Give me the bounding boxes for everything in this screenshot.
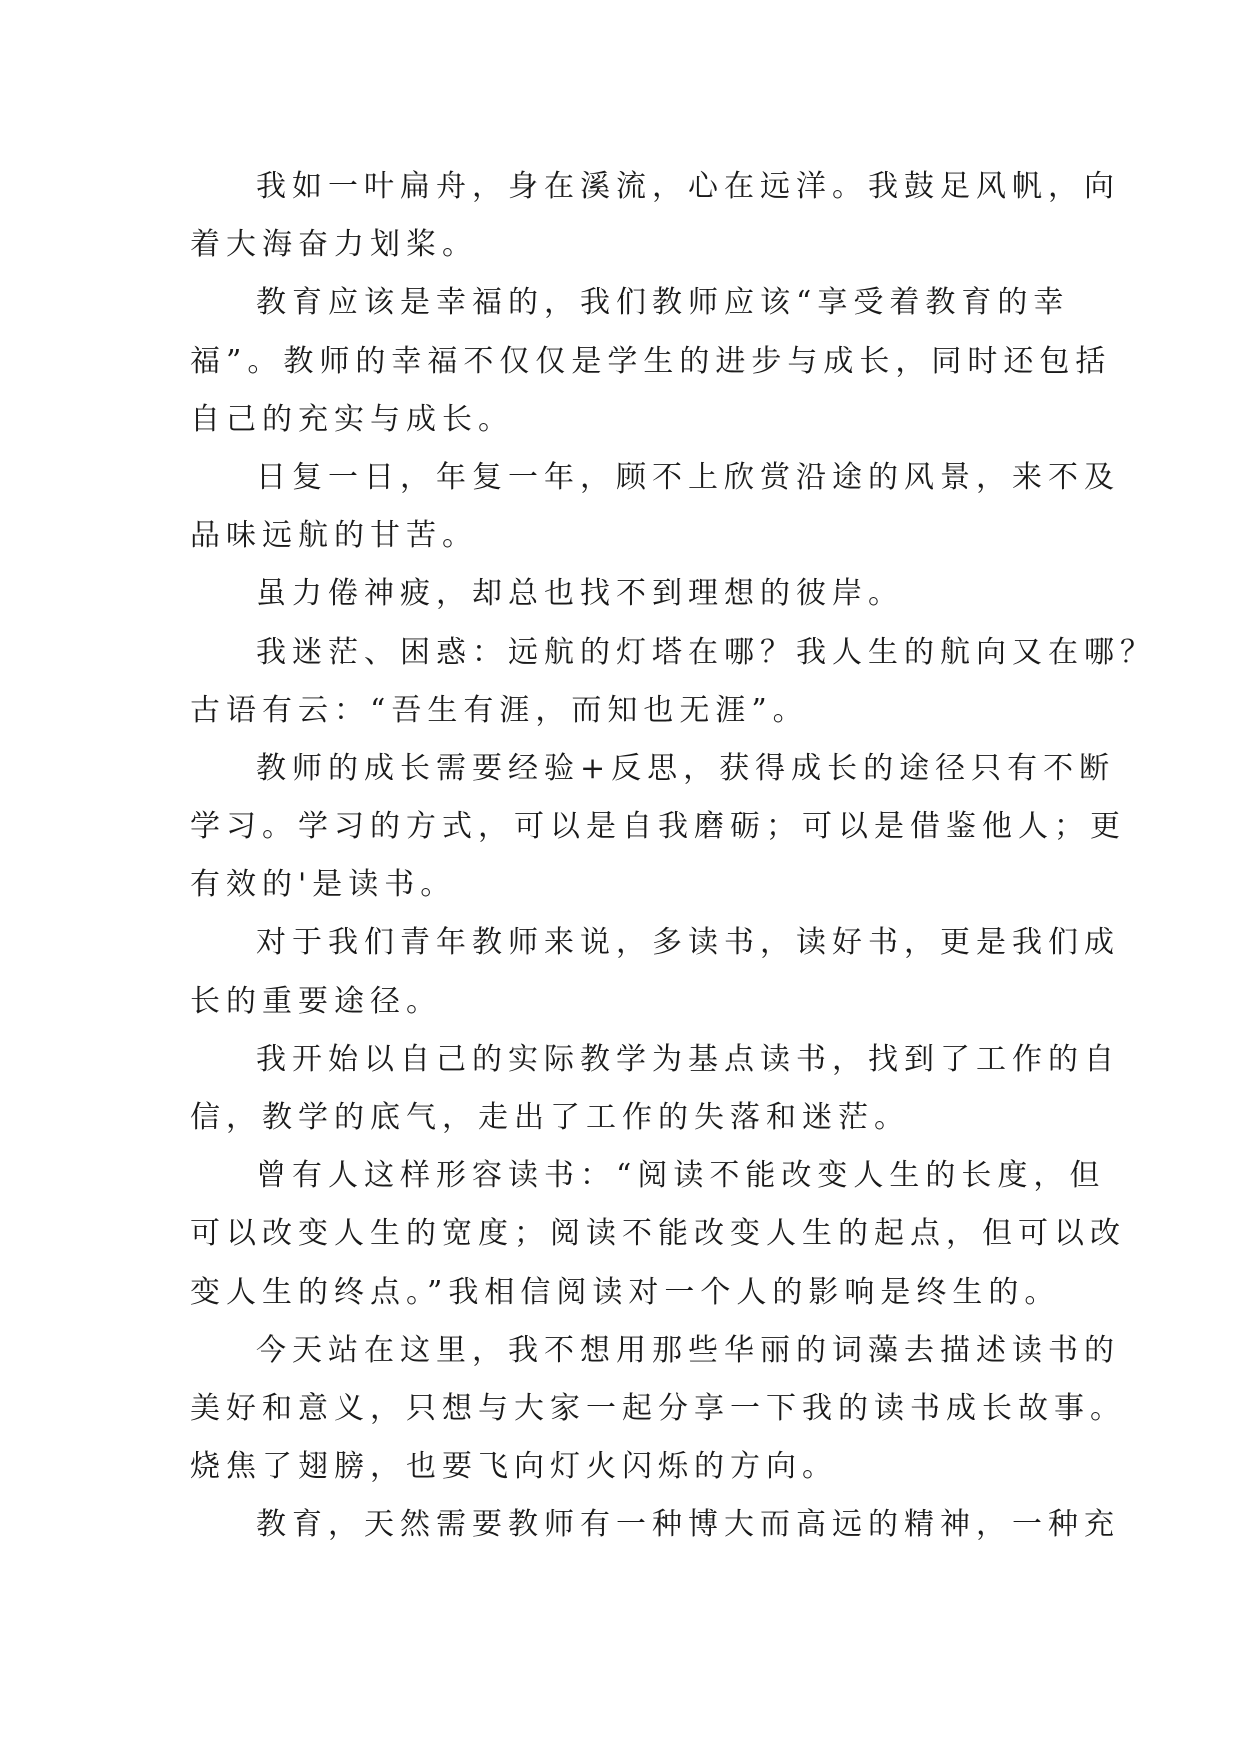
text-line: 学习。学习的方式，可以是自我磨砺；可以是借鉴他人；更 <box>190 809 1126 845</box>
paragraph-3 <box>190 449 1120 565</box>
paragraph-10 <box>190 1322 1126 1497</box>
text-line: 古语有云：“吾生有涯，而知也无涯”。 <box>190 692 809 728</box>
paragraph-6 <box>190 740 1126 915</box>
paragraph-5 <box>190 624 1156 740</box>
text-line: 我如一叶扁舟，身在溪流，心在远洋。我鼓足风帆，向 <box>256 169 1120 204</box>
body-text <box>190 158 1156 1555</box>
text-line: 美好和意义，只想与大家一起分享一下我的读书成长故事。 <box>190 1390 1126 1426</box>
paragraph-1 <box>190 158 1120 274</box>
paragraph-9 <box>190 1147 1126 1322</box>
text-line: 福”。教师的幸福不仅仅是学生的进步与成长，同时还包括 <box>190 343 1112 379</box>
text-line: 我迷茫、困惑：远航的灯塔在哪？我人生的航向又在哪？ <box>256 634 1156 670</box>
text-line: 教育，天然需要教师有一种博大而高远的精神，一种充 <box>256 1507 1120 1543</box>
text-line: 品味远航的甘苦。 <box>190 518 478 554</box>
text-line: 虽力倦神疲，却总也找不到理想的彼岸。 <box>256 576 904 612</box>
text-line: 日复一日，年复一年，顾不上欣赏沿途的风景，来不及 <box>256 459 1120 495</box>
paragraph-4 <box>190 565 1070 623</box>
text-line: 曾有人这样形容读书：“阅读不能改变人生的长度，但 <box>256 1158 1106 1194</box>
text-line: 烧焦了翅膀，也要飞向灯火闪烁的方向。 <box>190 1449 838 1485</box>
text-line: 长的重要途径。 <box>190 983 442 1019</box>
text-line: 信，教学的底气，走出了工作的失落和迷茫。 <box>190 1100 910 1135</box>
paragraph-2 <box>190 274 1112 449</box>
text-line: 对于我们青年教师来说，多读书，读好书，更是我们成 <box>256 925 1120 961</box>
paragraph-8 <box>190 1031 1120 1147</box>
text-line: 今天站在这里，我不想用那些华丽的词藻去描述读书的 <box>256 1332 1120 1368</box>
paragraph-11 <box>190 1496 1120 1554</box>
text-line: 教育应该是幸福的，我们教师应该“享受着教育的幸 <box>256 285 1070 321</box>
text-line: 变人生的终点。”我相信阅读对一个人的影响是终生的。 <box>190 1274 1061 1310</box>
paragraph-7 <box>190 914 1120 1030</box>
text-line: 着大海奋力划桨。 <box>190 227 478 263</box>
text-line: 自己的充实与成长。 <box>190 401 514 437</box>
text-line: 教师的成长需要经验+反思，获得成长的途径只有不断 <box>256 750 1116 786</box>
text-line: 可以改变人生的宽度；阅读不能改变人生的起点，但可以改 <box>190 1216 1126 1252</box>
text-line: 我开始以自己的实际教学为基点读书，找到了工作的自 <box>256 1041 1120 1077</box>
text-line: 有效的'是读书。 <box>190 867 457 903</box>
